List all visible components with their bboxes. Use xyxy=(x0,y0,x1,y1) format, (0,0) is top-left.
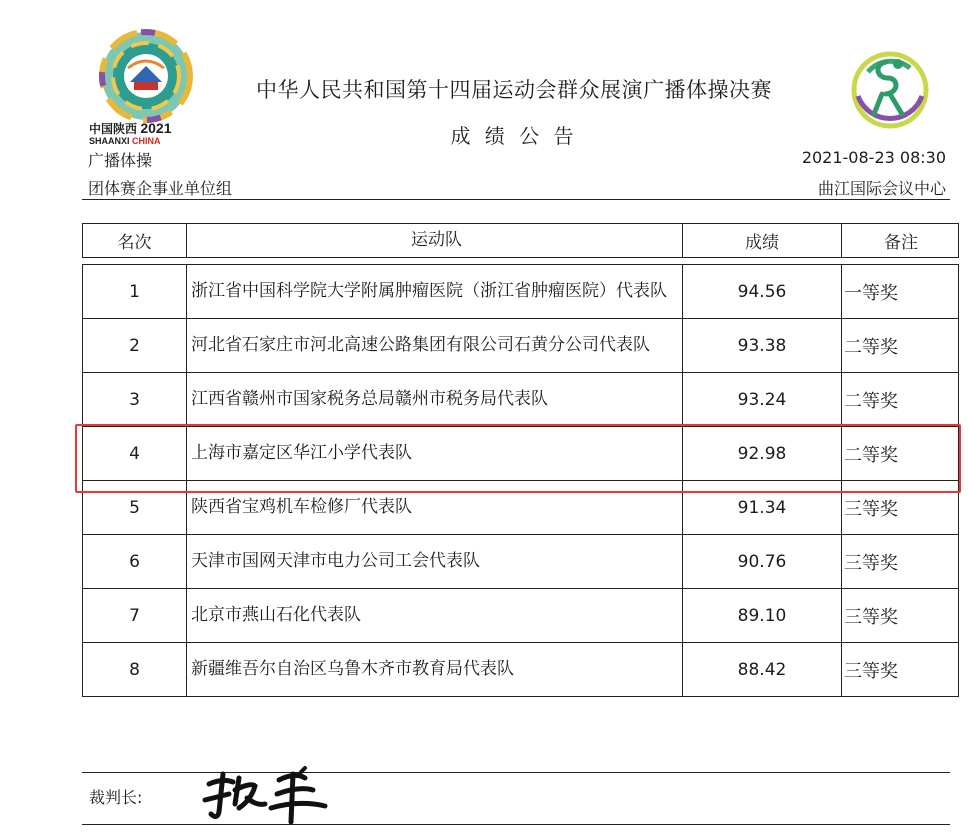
rank-cell: 4 xyxy=(83,427,187,481)
rank-cell: 5 xyxy=(83,481,187,535)
award-cell: 二等奖 xyxy=(842,373,959,427)
score-cell: 92.98 xyxy=(683,427,842,481)
award-cell: 二等奖 xyxy=(842,319,959,373)
results-table xyxy=(82,223,959,697)
score-cell: 88.42 xyxy=(683,643,842,697)
award-cell: 三等奖 xyxy=(842,589,959,643)
emblem-province: SHAANXI xyxy=(89,136,130,146)
award-cell: 三等奖 xyxy=(842,643,959,697)
table-row xyxy=(83,589,959,643)
score-cell: 91.34 xyxy=(683,481,842,535)
group-name: 团体赛企事业单位组 xyxy=(88,179,233,198)
header-divider xyxy=(82,199,950,200)
table-row xyxy=(83,373,959,427)
team-cell: 新疆维吾尔自治区乌鲁木齐市教育局代表队 xyxy=(187,643,683,697)
score-cell: 90.76 xyxy=(683,535,842,589)
table-row xyxy=(83,319,959,373)
table-row xyxy=(83,481,959,535)
table-row xyxy=(83,535,959,589)
team-cell: 北京市燕山石化代表队 xyxy=(187,589,683,643)
page-title: 中华人民共和国第十四届运动会群众展演广播体操决赛 xyxy=(256,78,772,102)
team-cell: 天津市国网天津市电力公司工会代表队 xyxy=(187,535,683,589)
page-subtitle: 成 绩 公 告 xyxy=(450,124,578,148)
rank-cell: 1 xyxy=(83,265,187,319)
header-score: 成绩 xyxy=(683,224,842,258)
header-team: 运动队 xyxy=(187,224,683,258)
team-cell: 河北省石家庄市河北高速公路集团有限公司石黄分公司代表队 xyxy=(187,319,683,373)
rank-cell: 7 xyxy=(83,589,187,643)
team-cell: 江西省赣州市国家税务总局赣州市税务局代表队 xyxy=(187,373,683,427)
table-spacer xyxy=(83,258,959,265)
score-cell: 89.10 xyxy=(683,589,842,643)
award-cell: 三等奖 xyxy=(842,535,959,589)
event-name: 广播体操 xyxy=(88,151,153,170)
rank-cell: 3 xyxy=(83,373,187,427)
venue-name: 曲江国际会议中心 xyxy=(817,179,946,198)
header-note: 备注 xyxy=(842,224,959,258)
award-cell: 三等奖 xyxy=(842,481,959,535)
chief-judge-label: 裁判长: xyxy=(89,788,143,807)
date-time: 2021-08-23 08:30 xyxy=(801,148,946,167)
team-cell: 陕西省宝鸡机车检修厂代表队 xyxy=(187,481,683,535)
score-cell: 94.56 xyxy=(683,265,842,319)
header-rank: 名次 xyxy=(83,224,187,258)
score-cell: 93.24 xyxy=(683,373,842,427)
emblem-country: CHINA xyxy=(132,136,161,146)
score-cell: 93.38 xyxy=(683,319,842,373)
table-row xyxy=(83,427,959,481)
emblem-region: 中国陕西 xyxy=(89,122,138,136)
table-header-row xyxy=(83,224,959,258)
handwritten-signature xyxy=(195,764,355,834)
rank-cell: 6 xyxy=(83,535,187,589)
rank-cell: 8 xyxy=(83,643,187,697)
award-cell: 二等奖 xyxy=(842,427,959,481)
table-row xyxy=(83,265,959,319)
team-cell: 浙江省中国科学院大学附属肿瘤医院（浙江省肿瘤医院）代表队 xyxy=(187,265,683,319)
table-row xyxy=(83,643,959,697)
rank-cell: 2 xyxy=(83,319,187,373)
emblem-year: 2021 xyxy=(140,120,172,136)
team-cell: 上海市嘉定区华江小学代表队 xyxy=(187,427,683,481)
award-cell: 一等奖 xyxy=(842,265,959,319)
